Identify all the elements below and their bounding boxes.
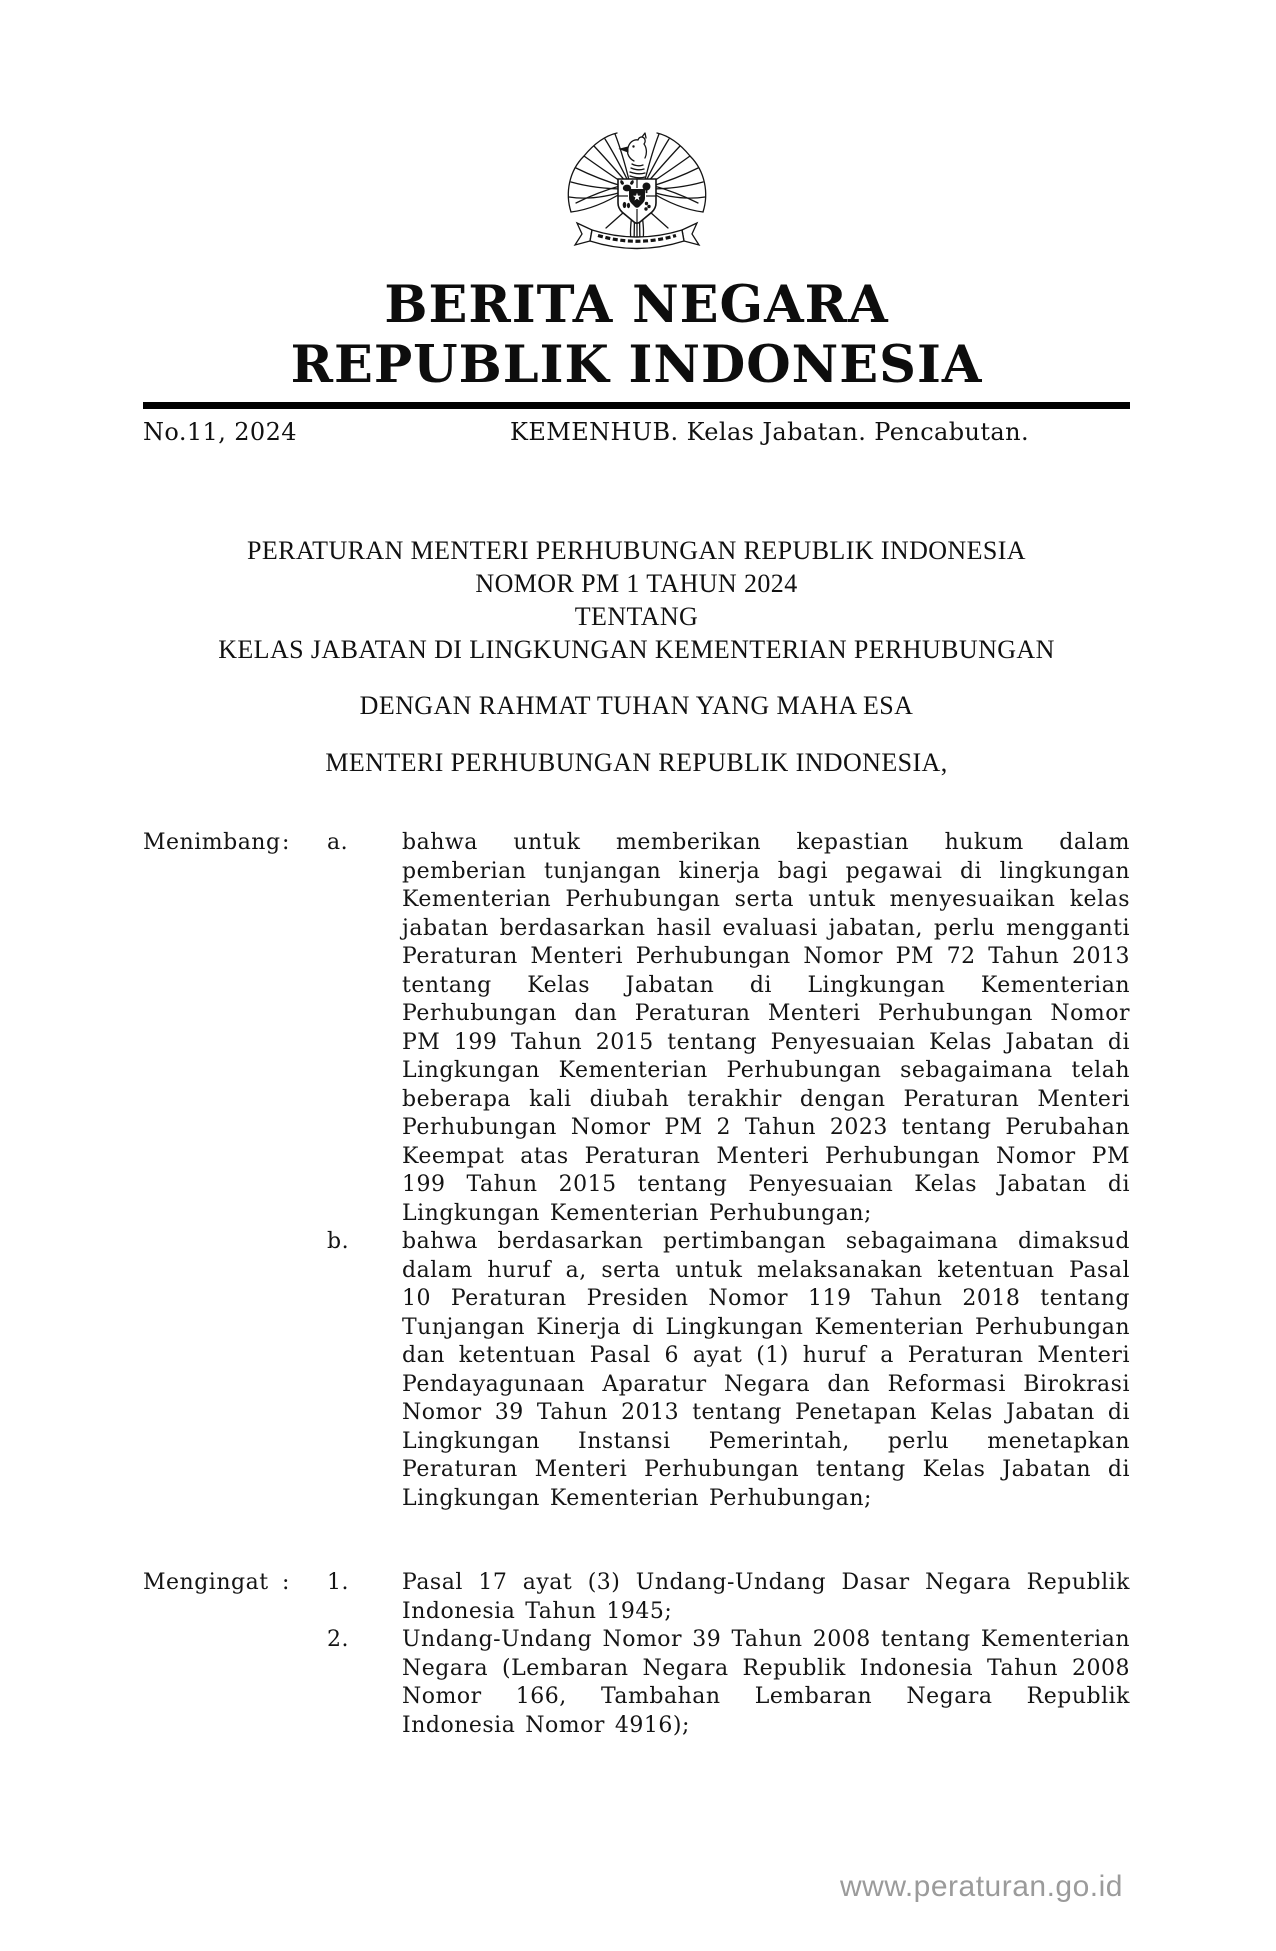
legal-basis-item-1 [327,1569,1130,1626]
item-marker: b. [327,1229,350,1254]
invocation-line: DENGAN RAHMAT TUHAN YANG MAHA ESA [359,691,914,720]
consideration-item-a [327,829,1130,1228]
item-marker: 1. [327,1570,349,1595]
item-text: bahwa berdasarkan pertimbangan sebagaimana dimaksud dalam huruf a, serta untuk melaksanakan ketentuan Pasal 10 Peraturan Presiden Nomor 119 Tahun 2018 tentang Tunjangan Kinerja di Lingkungan Kementerian Perhubungan dan ketentuan Pasal 6 ayat (1) huruf a Peraturan Menteri Pendayagunaan Aparatur Negara dan Reformasi Birokrasi Nomor 39 Tahun 2013 tentang Penetapan Kelas Jabatan di Lingkungan Instansi Pemerintah, perlu menetapkan Peraturan Menteri Perhubungan tentang Kelas Jabatan di Lingkungan Kementerian Perhubungan; [402,1229,1130,1511]
masthead-meta-row [143,418,1130,450]
mengingat-section [143,1569,1130,1740]
authority-line: MENTERI PERHUBUNGAN REPUBLIK INDONESIA, [325,748,948,777]
item-text: Pasal 17 ayat (3) Undang-Undang Dasar Negara Republik Indonesia Tahun 1945; [402,1570,1130,1624]
doc-title-line-4: KELAS JABATAN DI LINGKUNGAN KEMENTERIAN PERHUBUNGAN [218,635,1055,664]
doc-title-line-3: TENTANG [574,602,699,631]
item-text: Undang-Undang Nomor 39 Tahun 2008 tentang Kementerian Negara (Lembaran Negara Republik Indonesia Tahun 2008 Nomor 166, Tambahan Lembaran Negara Republik Indonesia Nomor 4916); [402,1627,1130,1738]
gazette-title-line-1: BERITA NEGARA [384,275,889,335]
footer-url: www.peraturan.go.id [840,1870,1123,1903]
garuda-pancasila-emblem-icon [562,117,712,267]
section-colon: : [282,1570,290,1595]
menimbang-section [143,829,1130,1513]
subject-line: KEMENHUB. Kelas Jabatan. Pencabutan. [510,418,1030,446]
section-label: Menimbang [143,830,281,855]
legal-basis-item-2 [327,1626,1130,1740]
doc-title-line-2: NOMOR PM 1 TAHUN 2024 [475,569,798,598]
gazette-title-line-2: REPUBLIK INDONESIA [290,335,983,395]
doc-title-block [143,534,1130,779]
doc-title-line-1: PERATURAN MENTERI PERHUBUNGAN REPUBLIK INDONESIA [247,536,1026,565]
consideration-item-b [327,1228,1130,1513]
item-marker: a. [327,830,349,855]
masthead-rule [143,402,1130,409]
item-text: bahwa untuk memberikan kepastian hukum dalam pemberian tunjangan kinerja bagi pegawai di lingkungan Kementerian Perhubungan serta untuk menyesuaikan kelas jabatan berdasarkan hasil evaluasi jabatan, perlu mengganti Peraturan Menteri Perhubungan Nomor PM 72 Tahun 2013 tentang Kelas Jabatan di Lingkungan Kementerian Perhubungan dan Peraturan Menteri Perhubungan Nomor PM 199 Tahun 2015 tentang Penyesuaian Kelas Jabatan di Lingkungan Kementerian Perhubungan sebagaimana telah beberapa kali diubah terakhir dengan Peraturan Menteri Perhubungan Nomor PM 2 Tahun 2023 tentang Perubahan Keempat atas Peraturan Menteri Perhubungan Nomor PM 199 Tahun 2015 tentang Penyesuaian Kelas Jabatan di Lingkungan Kementerian Perhubungan; [402,830,1130,1226]
issue-number: No.11, 2024 [143,418,297,446]
section-colon: : [282,830,290,855]
section-label: Mengingat [143,1570,269,1595]
item-marker: 2. [327,1627,349,1652]
